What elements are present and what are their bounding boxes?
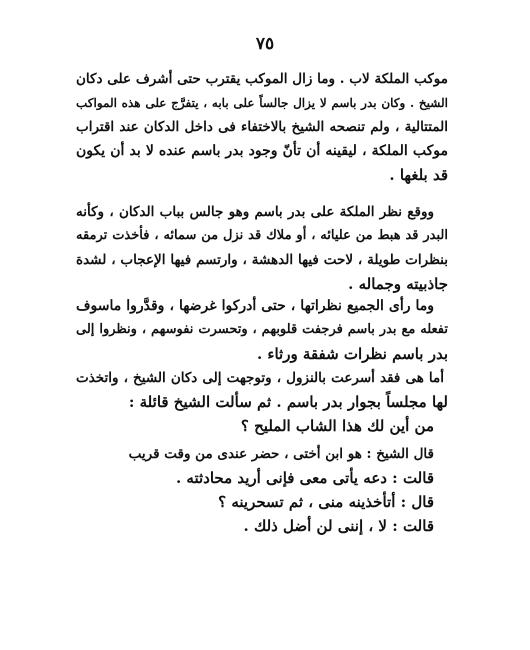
text-line: من أين لك هذا الشاب المليح ؟ [240,417,434,435]
text-line: وما رأى الجميع نظراتها ، حتى أدركوا غرضها ، وقدَّروا ماسوف [76,298,434,314]
text-line: بنظرات طويلة ، لاحت فيها الدهشة ، وارتسم فيها الإعجاب ، لشدة [76,252,448,268]
page-number: ٧٥ [255,34,275,54]
text-line: البدر قد هبط من عليائه ، أو ملاك قد نزل من سمائه ، فأخذت ترمقه [76,228,448,243]
text-line: بدر باسم نظرات شفقة ورثاء . [256,345,448,363]
text-line: أما هى فقد أسرعت بالنزول ، وتوجهت إلى دكان الشيخ ، واتخذت [76,370,444,386]
text-line: موكب الملكة ، ليقينه أن تأنّ وجود بدر باسم عنده لا بد أن يكون [76,143,448,159]
text-line: جاذبيته وجماله . [348,275,448,293]
text-line: لها مجلساً بجوار بدر باسم . ثم سألت الشيخ قائلة : [128,393,448,411]
text-line: تفعله مع بدر باسم فرجفت قلوبهم ، وتحسرت نفوسهم ، ونظروا إلى [76,322,448,337]
text-line: الشيخ . وكان بدر باسم لا يزال جالساً على بابه ، يتفرَّج على هذه المواكب [76,96,448,110]
text-line: قد بلغها . [389,166,448,184]
dialogue-line: قال الشيخ : هو ابن أختى ، حضر عندى من وقت قريب [128,446,434,462]
text-line: موكب الملكة لاب . وما زال الموكب يقترب حتى أشرف على دكان [76,71,448,87]
text-line: المتتالية ، ولم تنصحه الشيخ بالاختفاء فى داخل الدكان عند اقتراب [76,119,448,135]
dialogue-block [120,442,434,538]
paragraph-3 [76,294,448,366]
paragraph-4 [76,366,448,438]
dialogue-line: قالت : لا ، إننى لن أضل ذلك . [243,517,434,535]
dialogue-line: قال : أتأخذينه منى ، ثم تسحرينه ؟ [218,493,434,511]
paragraph-1 [76,67,448,187]
text-line: ووقع نظر الملكة على بدر باسم وهو جالس بباب الدكان ، وكأنه [76,204,434,220]
paragraph-2 [76,200,448,296]
dialogue-line: قالت : دعه يأتى معى فإنى أريد محادثته . [175,469,434,487]
